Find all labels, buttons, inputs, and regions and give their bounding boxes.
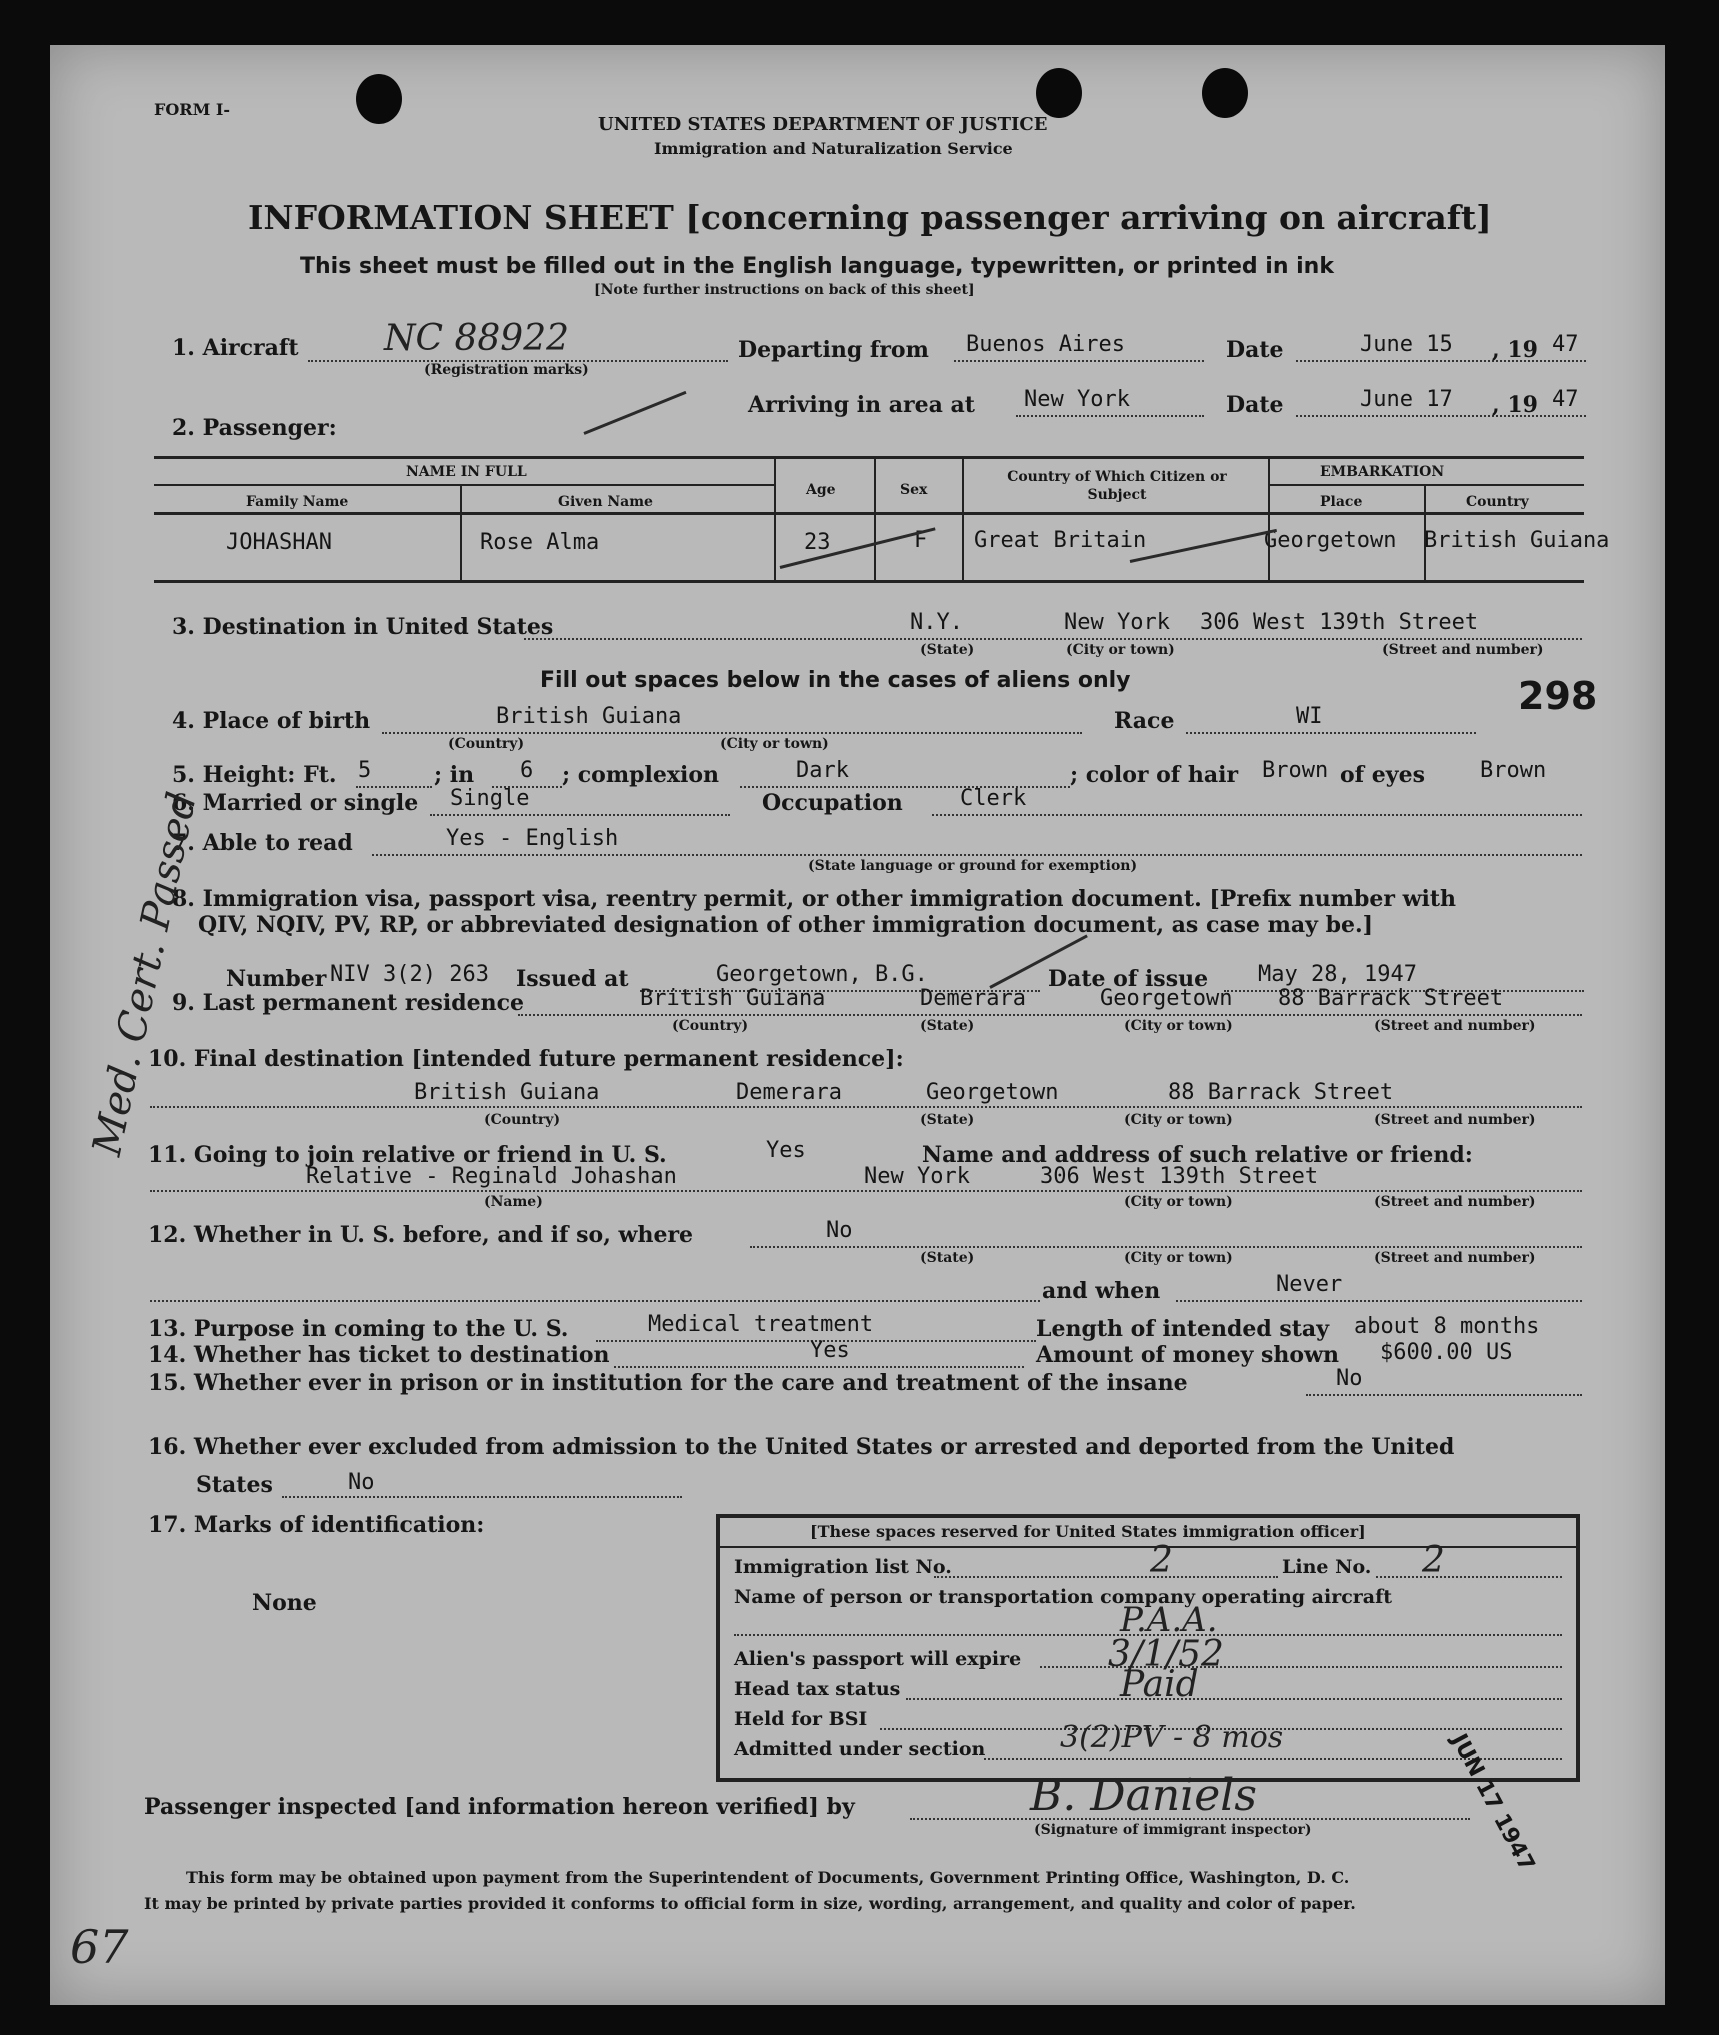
occupation-label: Occupation bbox=[762, 790, 903, 816]
footer-line2: It may be printed by private parties provided it conforms to official form in size, wording, arrangement, and quality and color of paper. bbox=[144, 1894, 1356, 1913]
punch-hole bbox=[1202, 68, 1248, 118]
hair-label: ; color of hair bbox=[1070, 762, 1239, 788]
citizen-value: Great Britain bbox=[974, 528, 1147, 553]
purpose-value: Medical treatment bbox=[648, 1312, 874, 1337]
registration-caption: (Registration marks) bbox=[424, 362, 589, 378]
destination-city-caption: (City or town) bbox=[1066, 642, 1175, 658]
punch-hole bbox=[356, 74, 402, 124]
before-when-label: and when bbox=[1042, 1278, 1161, 1304]
married-label: 6. Married or single bbox=[172, 790, 419, 816]
money-value: $600.00 US bbox=[1380, 1340, 1513, 1365]
page-title: INFORMATION SHEET [concerning passenger arriving on aircraft] bbox=[248, 198, 1492, 237]
birth-country-caption: (Country) bbox=[448, 736, 525, 752]
header-embarkation: EMBARKATION bbox=[1320, 464, 1445, 480]
final-country: British Guiana bbox=[414, 1080, 600, 1105]
destination-street-caption: (Street and number) bbox=[1382, 642, 1544, 658]
married-value: Single bbox=[450, 786, 530, 811]
signature-caption: (Signature of immigrant inspector) bbox=[1034, 1822, 1312, 1838]
line-no-label: Line No. bbox=[1282, 1556, 1372, 1578]
arriving-date-label: Date bbox=[1226, 392, 1284, 418]
final-city: Georgetown bbox=[926, 1080, 1059, 1105]
arriving-city: New York bbox=[1024, 387, 1130, 412]
stay-label: Length of intended stay bbox=[1036, 1316, 1329, 1342]
before-street-caption: (Street and number) bbox=[1374, 1250, 1536, 1266]
residence-city: Georgetown bbox=[1100, 986, 1233, 1011]
residence-street-caption: (Street and number) bbox=[1374, 1018, 1536, 1034]
line-no-value: 2 bbox=[1422, 1540, 1445, 1581]
department-name: UNITED STATES DEPARTMENT OF JUSTICE bbox=[598, 114, 1048, 135]
complexion-label: ; complexion bbox=[562, 762, 720, 788]
join-name-caption: (Name) bbox=[484, 1194, 543, 1210]
height-label: 5. Height: Ft. bbox=[172, 762, 337, 788]
birth-label: 4. Place of birth bbox=[172, 708, 371, 734]
date-stamp: JUN 17 1947 bbox=[1445, 1730, 1540, 1876]
passport-label: Alien's passport will expire bbox=[734, 1648, 1022, 1670]
age-value: 23 bbox=[804, 530, 831, 555]
prison-label: 15. Whether ever in prison or in institution for the care and treatment of the insane bbox=[148, 1370, 1188, 1396]
destination-city: New York bbox=[1064, 610, 1170, 635]
final-state: Demerara bbox=[736, 1080, 842, 1105]
residence-state-caption: (State) bbox=[920, 1018, 975, 1034]
prison-value: No bbox=[1336, 1366, 1363, 1391]
document-number-label: Number bbox=[226, 966, 327, 992]
departing-label: Departing from bbox=[738, 337, 929, 363]
officer-box-title: [These spaces reserved for United States immigration officer] bbox=[810, 1522, 1366, 1541]
residence-country: British Guiana bbox=[640, 986, 826, 1011]
complexion-value: Dark bbox=[796, 758, 849, 783]
document-line1: 8. Immigration visa, passport visa, reentry permit, or other immigration document. [Prefix number with bbox=[172, 886, 1457, 912]
header-sex: Sex bbox=[900, 482, 928, 498]
final-city-caption: (City or town) bbox=[1124, 1112, 1233, 1128]
destination-state-caption: (State) bbox=[920, 642, 975, 658]
join-name-label: Name and address of such relative or friend: bbox=[922, 1142, 1473, 1168]
embark-place-value: Georgetown bbox=[1264, 528, 1397, 553]
headtax-label: Head tax status bbox=[734, 1678, 901, 1700]
footer-line1: This form may be obtained upon payment from the Superintendent of Documents, Government Printing Office, Washington, D. C. bbox=[186, 1868, 1350, 1887]
excluded-line1: 16. Whether ever excluded from admission to the United States or arrested and deported from the United bbox=[148, 1434, 1455, 1460]
document-number: NIV 3(2) 263 bbox=[330, 962, 489, 987]
birth-city-caption: (City or town) bbox=[720, 736, 829, 752]
final-state-caption: (State) bbox=[920, 1112, 975, 1128]
join-street: 306 West 139th Street bbox=[1040, 1164, 1319, 1189]
instruction-text: This sheet must be filled out in the English language, typewritten, or printed in ink bbox=[300, 254, 1334, 279]
header-family-name: Family Name bbox=[246, 494, 349, 510]
company-value: P.A.A. bbox=[1120, 1600, 1218, 1640]
height-in: 6 bbox=[520, 758, 534, 783]
height-ft: 5 bbox=[358, 758, 372, 783]
aliens-note: Fill out spaces below in the cases of aliens only bbox=[540, 668, 1131, 693]
departing-year-prefix: , 19 bbox=[1492, 337, 1538, 363]
corner-number: 67 bbox=[70, 1920, 129, 1974]
list-no-value: 2 bbox=[1150, 1540, 1173, 1581]
arriving-date: June 17 bbox=[1360, 387, 1453, 412]
arriving-label: Arriving in area at bbox=[748, 392, 975, 418]
header-name-in-full: NAME IN FULL bbox=[406, 464, 527, 480]
height-in-label: ; in bbox=[434, 762, 475, 788]
destination-street: 306 West 139th Street bbox=[1200, 610, 1479, 635]
excluded-value: No bbox=[348, 1470, 375, 1495]
read-label: 7. Able to read bbox=[172, 830, 353, 856]
departing-date-label: Date bbox=[1226, 337, 1284, 363]
excluded-line2: States bbox=[196, 1472, 273, 1498]
sex-value: F bbox=[914, 528, 928, 553]
margin-note: Med. Cert. Passed bbox=[84, 788, 206, 1160]
final-street: 88 Barrack Street bbox=[1168, 1080, 1394, 1105]
document-line2: QIV, NQIV, PV, RP, or abbreviated designation of other immigration document, as case may be.] bbox=[198, 912, 1374, 938]
issue-date-label: Date of issue bbox=[1048, 966, 1209, 992]
race-value: WI bbox=[1296, 704, 1323, 729]
departing-date: June 15 bbox=[1360, 332, 1453, 357]
passenger-label: 2. Passenger: bbox=[172, 415, 337, 441]
passport-value: 3/1/52 bbox=[1108, 1634, 1224, 1675]
destination-label: 3. Destination in United States bbox=[172, 614, 554, 640]
header-emb-country: Country bbox=[1466, 494, 1529, 510]
admitted-label: Admitted under section bbox=[734, 1738, 986, 1760]
read-caption: (State language or ground for exemption) bbox=[808, 858, 1138, 874]
purpose-label: 13. Purpose in coming to the U. S. bbox=[148, 1316, 569, 1342]
issued-at-value: Georgetown, B.G. bbox=[716, 962, 928, 987]
birth-country: British Guiana bbox=[496, 704, 682, 729]
aircraft-label: 1. Aircraft bbox=[172, 335, 299, 361]
company-label: Name of person or transportation company operating aircraft bbox=[734, 1586, 1393, 1608]
headtax-value: Paid bbox=[1120, 1664, 1199, 1705]
header-place: Place bbox=[1320, 494, 1363, 510]
marks-value: None bbox=[252, 1590, 317, 1616]
final-label: 10. Final destination [intended future permanent residence]: bbox=[148, 1046, 904, 1072]
join-name: Relative - Reginald Johashan bbox=[306, 1164, 677, 1189]
stay-value: about 8 months bbox=[1354, 1314, 1540, 1339]
list-no-label: Immigration list No. bbox=[734, 1556, 952, 1578]
embark-country-value: British Guiana bbox=[1424, 528, 1610, 553]
inspector-signature: B. Daniels bbox=[1030, 1770, 1257, 1821]
header-age: Age bbox=[806, 482, 836, 498]
issue-date-value: May 28, 1947 bbox=[1258, 962, 1417, 987]
eyes-value: Brown bbox=[1480, 758, 1547, 783]
bsi-label: Held for BSI bbox=[734, 1708, 868, 1730]
departing-year: 47 bbox=[1552, 332, 1579, 357]
header-country-citizen: Country of Which Citizen or Subject bbox=[1007, 469, 1227, 503]
residence-country-caption: (Country) bbox=[672, 1018, 749, 1034]
before-when: Never bbox=[1276, 1272, 1343, 1297]
final-street-caption: (Street and number) bbox=[1374, 1112, 1536, 1128]
before-value: No bbox=[826, 1218, 853, 1243]
departing-city: Buenos Aires bbox=[966, 332, 1125, 357]
service-name: Immigration and Naturalization Service bbox=[654, 139, 1013, 158]
money-label: Amount of money shown bbox=[1036, 1342, 1340, 1368]
residence-city-caption: (City or town) bbox=[1124, 1018, 1233, 1034]
issued-at-label: Issued at bbox=[516, 966, 629, 992]
join-label: 11. Going to join relative or friend in U. S. bbox=[148, 1142, 667, 1168]
destination-state: N.Y. bbox=[910, 610, 963, 635]
marks-label: 17. Marks of identification: bbox=[148, 1512, 485, 1538]
form-number: FORM I- bbox=[154, 100, 230, 119]
eyes-label: of eyes bbox=[1340, 762, 1425, 788]
admitted-value: 3(2)PV - 8 mos bbox=[1060, 1720, 1284, 1755]
header-given-name: Given Name bbox=[558, 494, 653, 510]
aircraft-registration: NC 88922 bbox=[384, 318, 570, 359]
join-city-caption: (City or town) bbox=[1124, 1194, 1233, 1210]
final-country-caption: (Country) bbox=[484, 1112, 561, 1128]
join-street-caption: (Street and number) bbox=[1374, 1194, 1536, 1210]
residence-label: 9. Last permanent residence bbox=[172, 990, 524, 1016]
before-label: 12. Whether in U. S. before, and if so, where bbox=[148, 1222, 694, 1248]
hair-value: Brown bbox=[1262, 758, 1329, 783]
residence-state: Demerara bbox=[920, 986, 1026, 1011]
residence-street: 88 Barrack Street bbox=[1278, 986, 1504, 1011]
inspected-label: Passenger inspected [and information hereon verified] by bbox=[144, 1794, 855, 1820]
ticket-value: Yes bbox=[810, 1338, 850, 1363]
arriving-year-prefix: , 19 bbox=[1492, 392, 1538, 418]
given-name-value: Rose Alma bbox=[480, 530, 600, 555]
race-label: Race bbox=[1114, 708, 1175, 734]
punch-hole bbox=[1036, 68, 1082, 118]
stamp-number: 298 bbox=[1518, 674, 1598, 718]
instruction-note: [Note further instructions on back of this sheet] bbox=[594, 282, 975, 298]
join-city: New York bbox=[864, 1164, 970, 1189]
arriving-year: 47 bbox=[1552, 387, 1579, 412]
join-value: Yes bbox=[766, 1138, 806, 1163]
family-name-value: JOHASHAN bbox=[226, 530, 332, 555]
ticket-label: 14. Whether has ticket to destination bbox=[148, 1342, 610, 1368]
before-city-caption: (City or town) bbox=[1124, 1250, 1233, 1266]
read-value: Yes - English bbox=[446, 826, 619, 851]
before-state-caption: (State) bbox=[920, 1250, 975, 1266]
occupation-value: Clerk bbox=[960, 786, 1027, 811]
